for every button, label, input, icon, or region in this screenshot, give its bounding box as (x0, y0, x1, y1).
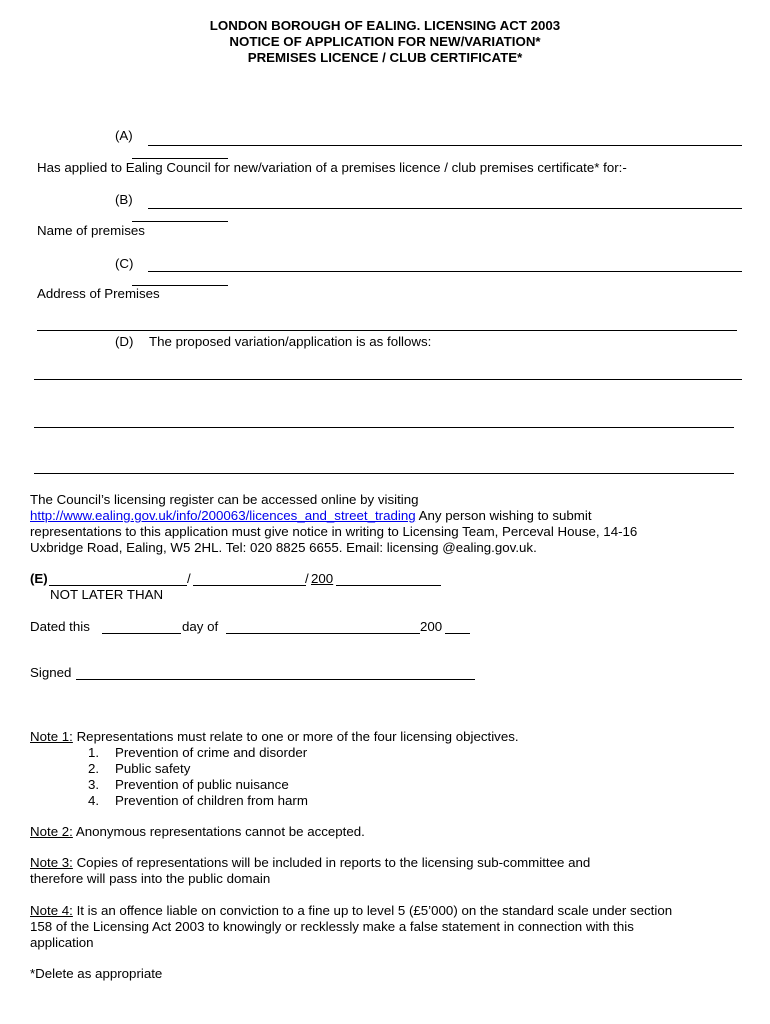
field-b-label: (B) (115, 192, 133, 207)
field-c-label: (C) (115, 256, 134, 271)
field-e-day-line[interactable] (49, 585, 187, 586)
dated-day-line[interactable] (102, 633, 181, 634)
register-text-3: representations to this application must give notice in writing to Licensing Team, Perceval House, 14-16 (30, 524, 638, 539)
variation-line-1[interactable] (34, 379, 742, 380)
objective-item: Prevention of crime and disorder (115, 745, 308, 760)
day-of-label: day of (182, 619, 219, 634)
objective-item: Public safety (115, 761, 191, 776)
register-text-4: Uxbridge Road, Ealing, W5 2HL. Tel: 020 8825 6655. Email: licensing @ealing.gov.uk. (30, 540, 537, 555)
note-3 (30, 855, 590, 871)
objective-number: 4. (88, 793, 100, 808)
register-line-2 (30, 508, 592, 524)
objective-number: 1. (88, 745, 100, 760)
field-a-line-continuation[interactable] (132, 158, 228, 159)
objective-item: Prevention of public nuisance (115, 777, 289, 792)
field-a-label: (A) (115, 128, 133, 143)
name-of-premises-label: Name of premises (37, 223, 145, 238)
note-4-text: It is an offence liable on conviction to a fine up to level 5 (£5’000) on the standard scale under section (72, 903, 673, 918)
address-of-premises-label: Address of Premises (37, 286, 160, 301)
dated-year-line[interactable] (445, 633, 470, 634)
header-line-2: NOTICE OF APPLICATION FOR NEW/VARIATION* (229, 34, 541, 49)
variation-line-2[interactable] (34, 427, 734, 428)
field-d-text: The proposed variation/application is as follows: (149, 334, 432, 349)
register-text-1: The Council’s licensing register can be accessed online by visiting (30, 492, 419, 507)
field-b-line[interactable] (148, 208, 742, 209)
field-e-label: (E) (30, 571, 48, 586)
objective-number: 3. (88, 777, 100, 792)
applied-text: Has applied to Ealing Council for new/variation of a premises licence / club premises certificate* for:- (37, 160, 627, 175)
dated-month-line[interactable] (226, 633, 420, 634)
dated-year-prefix: 200 (420, 619, 443, 634)
field-a-line[interactable] (148, 145, 742, 146)
note-3-label: Note 3: (30, 855, 73, 870)
field-d-label: (D) (115, 334, 134, 349)
field-e-slash-1: / (187, 571, 191, 586)
note-4-text-2: 158 of the Licensing Act 2003 to knowingly or recklessly make a false statement in connection with this (30, 919, 634, 934)
register-link[interactable]: http://www.ealing.gov.uk/info/200063/licences_and_street_trading (30, 508, 416, 523)
address-line[interactable] (37, 330, 737, 331)
field-c-line[interactable] (148, 271, 742, 272)
field-e-year-prefix: 200 (311, 571, 334, 586)
objective-number: 2. (88, 761, 100, 776)
note-4-text-3: application (30, 935, 94, 950)
field-e-slash-2: / (305, 571, 309, 586)
field-b-line-continuation[interactable] (132, 221, 228, 222)
note-2 (30, 824, 365, 840)
delete-note: *Delete as appropriate (30, 966, 163, 981)
note-3-text: Copies of representations will be included in reports to the licensing sub-committee and (72, 855, 591, 870)
note-4 (30, 903, 672, 919)
signature-line[interactable] (76, 679, 475, 680)
note-1-text: Representations must relate to one or more of the four licensing objectives. (72, 729, 519, 744)
objective-item: Prevention of children from harm (115, 793, 308, 808)
note-3-text-2: therefore will pass into the public domain (30, 871, 271, 886)
signed-label: Signed (30, 665, 72, 680)
note-4-label: Note 4: (30, 903, 73, 918)
note-1 (30, 729, 519, 745)
dated-this-label: Dated this (30, 619, 90, 634)
note-2-label: Note 2: (30, 824, 73, 839)
note-2-text: Anonymous representations cannot be accepted. (72, 824, 365, 839)
header-line-3: PREMISES LICENCE / CLUB CERTIFICATE* (247, 50, 523, 65)
not-later-than: NOT LATER THAN (50, 587, 164, 602)
header-line-1: LONDON BOROUGH OF EALING. LICENSING ACT 2003 (209, 18, 561, 33)
register-text-2: Any person wishing to submit (415, 508, 592, 523)
note-1-label: Note 1: (30, 729, 73, 744)
field-e-year-line[interactable] (336, 585, 441, 586)
variation-line-3[interactable] (34, 473, 734, 474)
field-e-month-line[interactable] (193, 585, 306, 586)
